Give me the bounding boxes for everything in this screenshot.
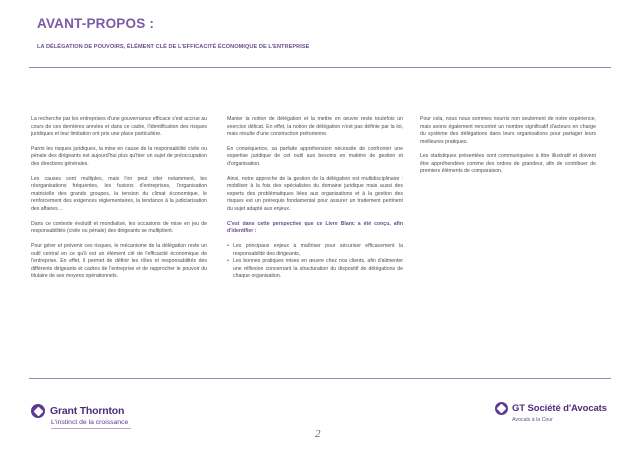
grant-thornton-logo <box>31 404 124 418</box>
paragraph: Parmi les risques juridiques, la mise en cause de la responsabilité civile ou pénale des dirigeants est aujourd'hui plus qu'hier un sujet de préoccupation des directions générales. <box>31 145 207 167</box>
bullet-item: • Les principaux enjeux à maîtriser pour sécuriser efficacement la responsabilité des dirigeants, <box>227 243 403 258</box>
paragraph: Les causes sont multiples, mais l'on peut citer notamment, les réorganisations fréquentes, les fusions d'entreprises, l'organisation matricielle des grands groupes, la tension du climat économique, le renforcement des exigences réglementaires, la tendance à la judiciarisation des affaires… <box>31 175 207 212</box>
paragraph: Manier la notion de délégation et la mettre en œuvre reste toutefois un exercice délicat. En effet, la notion de délégation n'est pas définie par la loi, mais résulte d'une construction prétorienne. <box>227 116 403 137</box>
bullet-item: • Les bonnes pratiques mises en œuvre chez nos clients, afin d'alimenter une réflexion concernant la structuration du dispositif de délégations de chaque organisation. <box>227 258 403 281</box>
header-divider <box>29 67 611 68</box>
gt-avocats-logo <box>495 402 607 415</box>
paragraph: En conséquence, sa parfaite appréhension nécessite de confronter une expertise juridique de cet outil aux besoins en matière de gestion et d'organisation. <box>227 145 403 167</box>
text-column-1 <box>31 116 207 288</box>
paragraph: La recherche par les entreprises d'une gouvernance efficace s'est accrue au cours de ces dernières années et dans ce cadre, l'identification des risques juridiques et leur limitation ont pris une place particulière. <box>31 116 207 137</box>
paragraph: Ainsi, notre approche de la gestion de la délégation est multidisciplinaire : mobiliser à la fois des spécialistes du domaine juridique mais aussi des experts des problématiques liées aux organisations et à la gestion des risques est un prérequis fondamental pour assurer un traitement pertinent du sujet adapté aux enjeux. <box>227 175 403 212</box>
footer-divider <box>29 378 611 379</box>
page-number: 2 <box>315 428 321 440</box>
text-column-3 <box>420 116 596 183</box>
bullet-list <box>227 243 403 281</box>
brand-name: GT Société d'Avocats <box>512 403 607 414</box>
paragraph: Pour cela, nous nous sommes nourris non seulement de notre expérience, mais avons également rencontré un nombre significatif d'acteurs en charge du système des délégations dans leurs organisations pour partager leurs meilleures pratiques. <box>420 116 596 145</box>
page-title: AVANT-PROPOS : <box>37 16 155 31</box>
paragraph: Les statistiques présentées sont communiquées à titre illustratif et doivent être appréhendées comme des ordres de grandeur, afin de contribuer de premiers éléments de comparaison. <box>420 153 596 175</box>
page-subtitle: LA DÉLÉGATION DE POUVOIRS, ÉLÉMENT CLÉ DE L'EFFICACITÉ ÉCONOMIQUE DE L'ENTREPRISE <box>37 44 310 50</box>
gt-avocats-emblem-icon <box>495 402 508 415</box>
tagline-underline <box>51 428 131 429</box>
brand-name: Grant Thornton <box>50 405 125 417</box>
highlight-paragraph: C'est dans cette perspective que ce Livre Blanc a été conçu, afin d'identifier : <box>227 220 403 235</box>
paragraph: Pour gérer et prévenir ces risques, le mécanisme de la délégation reste un outil central en ce qu'il est un élément clé de l'efficacité économique de l'entreprise. En effet, il permet de définir les rôles et responsabilités des différents dirigeants et cadres de l'entreprise et de rapprocher le pouvoir du titulaire de ses moyens opérationnels. <box>31 243 207 280</box>
paragraph: Dans ce contexte évolutif et mondialisé, les occasions de mise en jeu de responsabilités (civile ou pénale) des dirigeants se multiplient. <box>31 220 207 235</box>
brand-tagline: Avocats à la Cour <box>512 417 553 423</box>
grant-thornton-emblem-icon <box>31 404 45 418</box>
text-column-2 <box>227 116 403 288</box>
brand-tagline: L'instinct de la croissance <box>51 419 129 426</box>
